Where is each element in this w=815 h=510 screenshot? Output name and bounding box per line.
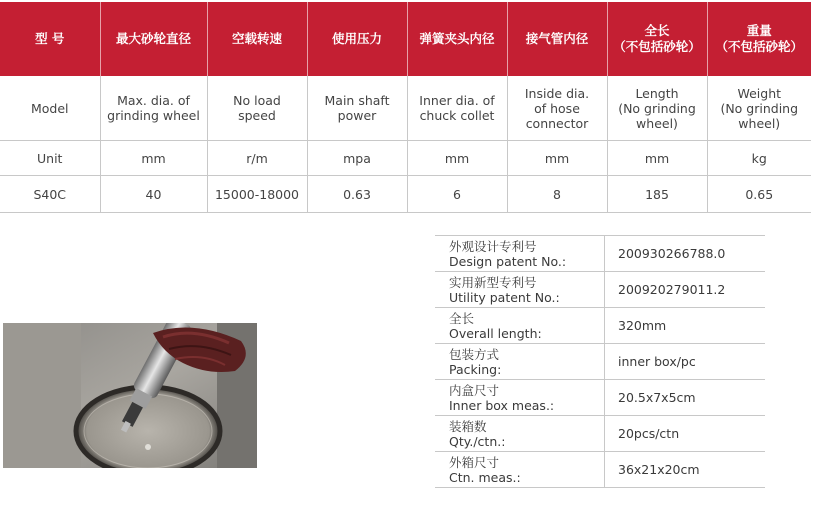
spec-value-row [0,176,811,213]
info-table [435,235,765,488]
value-cell: 40 [100,176,207,213]
value-cell: 0.65 [707,176,811,213]
product-photo [3,323,257,468]
info-label: 内盒尺寸 Inner box meas.: [435,380,605,416]
info-row [435,308,765,344]
header-hose-cn: 接气管内径 [507,2,607,76]
info-value: 20pcs/ctn [605,416,766,452]
info-label: 外观设计专利号 Design patent No.: [435,236,605,272]
spec-unit-row [0,141,811,176]
unit-cell: r/m [207,141,307,176]
info-label: 外箱尺寸 Ctn. meas.: [435,452,605,488]
unit-cell: kg [707,141,811,176]
model-value: S40C [0,176,100,213]
spec-table [0,2,811,213]
info-row [435,416,765,452]
info-label: 实用新型专利号 Utility patent No.: [435,272,605,308]
header-max-dia-en: Max. dia. of grinding wheel [100,76,207,141]
value-cell: 0.63 [307,176,407,213]
unit-cell: mm [507,141,607,176]
info-value: 36x21x20cm [605,452,766,488]
info-row [435,380,765,416]
info-label: 全长 Overall length: [435,308,605,344]
header-hose-en: Inside dia. of hose connector [507,76,607,141]
info-row [435,452,765,488]
unit-cell: mm [407,141,507,176]
value-cell: 15000-18000 [207,176,307,213]
value-cell: 6 [407,176,507,213]
unit-cell: mpa [307,141,407,176]
info-value: 200920279011.2 [605,272,766,308]
unit-cell: mm [100,141,207,176]
info-value: 20.5x7x5cm [605,380,766,416]
spec-header-row [0,2,811,76]
header-collet-en: Inner dia. of chuck collet [407,76,507,141]
header-speed-cn: 空载转速 [207,2,307,76]
header-length-en: Length (No grinding wheel) [607,76,707,141]
value-cell: 8 [507,176,607,213]
unit-label: Unit [0,141,100,176]
header-pressure-cn: 使用压力 [307,2,407,76]
header-max-dia-cn: 最大砂轮直径 [100,2,207,76]
grinder-in-use-image [3,323,257,468]
header-length-cn: 全长 （不包括砂轮） [607,2,707,76]
info-label: 装箱数 Qty./ctn.: [435,416,605,452]
info-value: 200930266788.0 [605,236,766,272]
header-weight-cn: 重量 （不包括砂轮） [707,2,811,76]
info-row [435,344,765,380]
info-row [435,236,765,272]
header-model-cn: 型 号 [0,2,100,76]
header-speed-en: No load speed [207,76,307,141]
info-row [435,272,765,308]
header-model-en: Model [0,76,100,141]
unit-cell: mm [607,141,707,176]
info-value: inner box/pc [605,344,766,380]
header-weight-en: Weight (No grinding wheel) [707,76,811,141]
spec-english-row [0,76,811,141]
info-label: 包装方式 Packing: [435,344,605,380]
info-value: 320mm [605,308,766,344]
value-cell: 185 [607,176,707,213]
header-collet-cn: 弹簧夹头内径 [407,2,507,76]
header-pressure-en: Main shaft power [307,76,407,141]
